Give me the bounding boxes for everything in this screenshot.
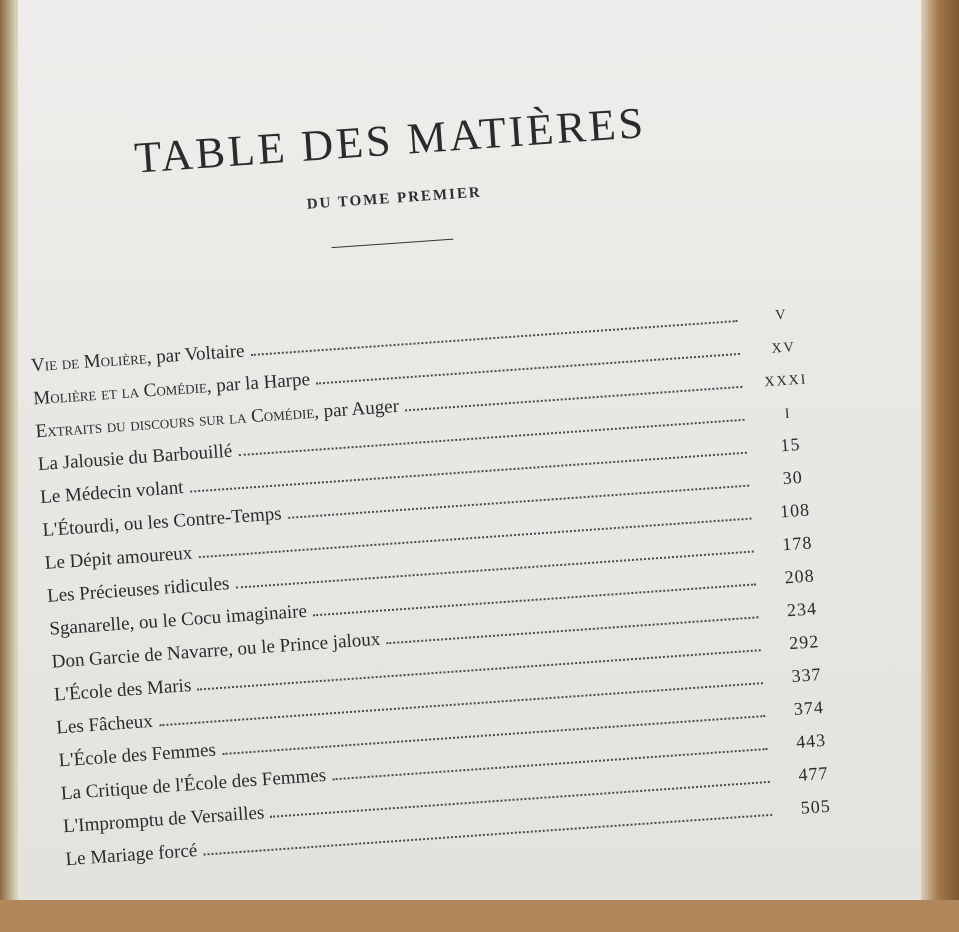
toc-entry-suffix: , par Auger	[313, 395, 400, 423]
page-title: TABLE DES MATIÈRES	[132, 97, 648, 183]
toc-page-number: 374	[793, 696, 825, 720]
toc-page-number: 15	[779, 433, 802, 456]
toc-entry-title: L'École des Maris	[53, 675, 192, 706]
toc-entry-title	[30, 341, 245, 378]
toc-page-number: 443	[795, 729, 827, 752]
toc-page-number: 208	[783, 565, 816, 588]
toc-page-number: 234	[786, 598, 818, 621]
toc-page-number: 505	[800, 795, 832, 818]
toc-entry-title: Les Fâcheux	[55, 710, 154, 739]
toc-entry-title: L'École des Femmes	[57, 739, 217, 772]
page-subtitle: DU TOME PREMIER	[306, 184, 483, 213]
toc-page-number: XV	[771, 340, 797, 357]
toc-page-number: 30	[782, 466, 804, 489]
toc-page-number: 108	[779, 499, 811, 522]
toc-page-number: V	[774, 307, 788, 324]
toc-entry-title: Don Garcie de Navarre, ou le Prince jaloux	[51, 628, 381, 673]
toc-entry-title: L'Impromptu de Versailles	[62, 802, 266, 838]
toc-page-number: 477	[797, 762, 830, 785]
toc-page-number: 337	[790, 664, 823, 687]
toc-page-number: XXXI	[764, 372, 808, 391]
toc-entry-title: Le Dépit amoureux	[44, 542, 193, 574]
toc-page-number: I	[784, 406, 793, 422]
toc-entry-title: L'Étourdi, ou les Contre-Temps	[41, 503, 283, 541]
toc-entry-title: Le Médecin volant	[39, 477, 185, 509]
toc-entry-suffix: , par Voltaire	[145, 340, 246, 369]
toc-entry-title: Le Mariage forcé	[64, 840, 198, 871]
toc-entry-suffix: , par la Harpe	[206, 369, 311, 398]
title-divider	[332, 239, 454, 249]
toc-entry-title: La Jalousie du Barbouillé	[37, 440, 233, 476]
toc-page-number: 178	[781, 532, 813, 555]
toc-entry-title: Sganarelle, ou le Cocu imaginaire	[48, 600, 308, 640]
toc-entry-prefix: Extraits du discours sur la Comédie	[34, 401, 315, 443]
table-of-contents	[30, 300, 853, 882]
toc-entry-title: La Critique de l'École des Femmes	[60, 764, 327, 805]
toc-entry-title: Les Précieuses ridicules	[46, 573, 231, 607]
toc-entry-prefix: Molière et la Comédie	[32, 376, 208, 410]
toc-entry-prefix: Vie de Molière	[30, 347, 148, 377]
toc-page-number: 292	[788, 631, 820, 654]
